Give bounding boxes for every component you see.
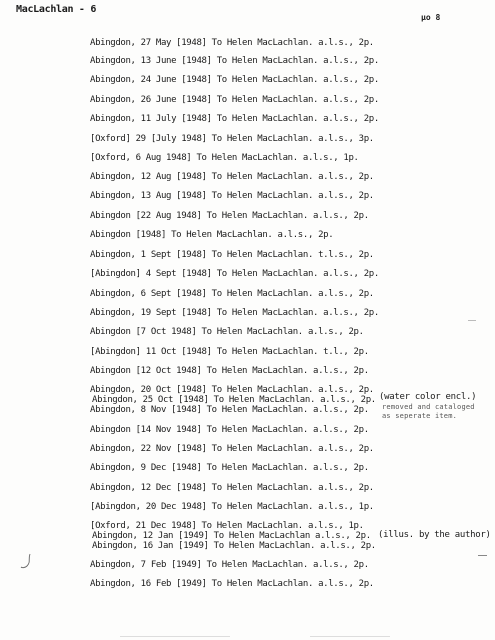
removed-note-line: removed and cataloged: [382, 403, 475, 411]
entry-line: Abingdon, 22 Nov [1948] To Helen MacLachlan. a.l.s., 2p.: [90, 444, 374, 454]
entry-line: [Abingdon, 20 Dec 1948] To Helen MacLachlan. a.l.s., 1p.: [90, 502, 374, 512]
entry-line: Abingdon [1948] To Helen MacLachlan. a.l.s., 2p.: [90, 230, 334, 240]
entry-line: Abingdon, 19 Sept [1948] To Helen MacLachlan. a.l.s., 2p.: [90, 308, 379, 318]
margin-tick: [478, 555, 487, 556]
entry-line: [Oxford, 6 Aug 1948] To Helen MacLachlan. a.l.s., 1p.: [90, 153, 359, 163]
entry-line: Abingdon, 16 Jan [1949] To Helen MacLachlan. a.l.s., 2p.: [92, 541, 376, 551]
entry-line: Abingdon, 27 May [1948] To Helen MacLachlan. a.l.s., 2p.: [90, 38, 374, 48]
entry-line: Abingdon, 6 Sept [1948] To Helen MacLachlan. a.l.s., 2p.: [90, 289, 374, 299]
entry-line: Abingdon, 8 Nov [1948] To Helen MacLachlan. a.l.s., 2p.: [90, 405, 369, 415]
page-header: MacLachlan - 6: [16, 4, 97, 15]
entry-line: Abingdon, 11 July [1948] To Helen MacLachlan. a.l.s., 2p.: [90, 114, 379, 124]
entry-line: [Oxford, 21 Dec 1948] To Helen MacLachlan. a.l.s., 1p.: [90, 521, 364, 531]
entry-line: Abingdon, 12 Aug [1948] To Helen MacLachlan. a.l.s., 2p.: [90, 172, 374, 182]
bottom-rule: [120, 636, 230, 637]
bottom-rule: [310, 636, 390, 637]
entry-line: Abingdon, 25 Oct [1948] To Helen MacLachlan. a.l.s., 2p.: [92, 395, 376, 405]
pencil-mark-icon: [18, 552, 36, 572]
entry-line: Abingdon [14 Nov 1948] To Helen MacLachlan. a.l.s., 2p.: [90, 425, 369, 435]
entry-line: [Abingdon] 11 Oct [1948] To Helen MacLachlan. t.l., 2p.: [90, 347, 369, 357]
illustration-note: (illus. by the author): [378, 530, 491, 540]
entry-line: [Abingdon] 4 Sept [1948] To Helen MacLachlan. a.l.s., 2p.: [90, 269, 379, 279]
entry-line: Abingdon, 12 Dec [1948] To Helen MacLachlan. a.l.s., 2p.: [90, 483, 374, 493]
entry-line: Abingdon, 13 Aug [1948] To Helen MacLachlan. a.l.s., 2p.: [90, 191, 374, 201]
page-number: μο 8: [421, 13, 441, 22]
entry-line: Abingdon, 24 June [1948] To Helen MacLachlan. a.l.s., 2p.: [90, 75, 379, 85]
entry-line: Abingdon, 7 Feb [1949] To Helen MacLachlan. a.l.s., 2p.: [90, 560, 369, 570]
entry-line: Abingdon [12 Oct 1948] To Helen MacLachlan. a.l.s., 2p.: [90, 366, 369, 376]
entry-line: Abingdon, 9 Dec [1948] To Helen MacLachlan. a.l.s., 2p.: [90, 463, 369, 473]
water-color-note: (water color encl.): [379, 392, 477, 402]
removed-note-line: as seperate item.: [382, 412, 458, 420]
entry-line: Abingdon, 16 Feb [1949] To Helen MacLachlan. a.l.s., 2p.: [90, 579, 374, 589]
entry-line: Abingdon [7 Oct 1948] To Helen MacLachlan. a.l.s., 2p.: [90, 327, 364, 337]
entry-line: Abingdon, 1 Sept [1948] To Helen MacLachlan. t.l.s., 2p.: [90, 250, 374, 260]
margin-tick: [468, 320, 476, 321]
entry-line: Abingdon [22 Aug 1948] To Helen MacLachlan. a.l.s., 2p.: [90, 211, 369, 221]
entry-line: Abingdon, 20 Oct [1948] To Helen MacLachlan. a.l.s., 2p.: [90, 385, 374, 395]
entry-line: Abingdon, 12 Jan [1949] To Helen MacLachlan a.l.s., 2p.: [92, 531, 371, 541]
entry-line: Abingdon, 26 June [1948] To Helen MacLachlan. a.l.s., 2p.: [90, 95, 379, 105]
entry-line: Abingdon, 13 June [1948] To Helen MacLachlan. a.l.s., 2p.: [90, 56, 379, 66]
entry-line: [Oxford] 29 [July 1948] To Helen MacLachlan. a.l.s., 3p.: [90, 134, 374, 144]
